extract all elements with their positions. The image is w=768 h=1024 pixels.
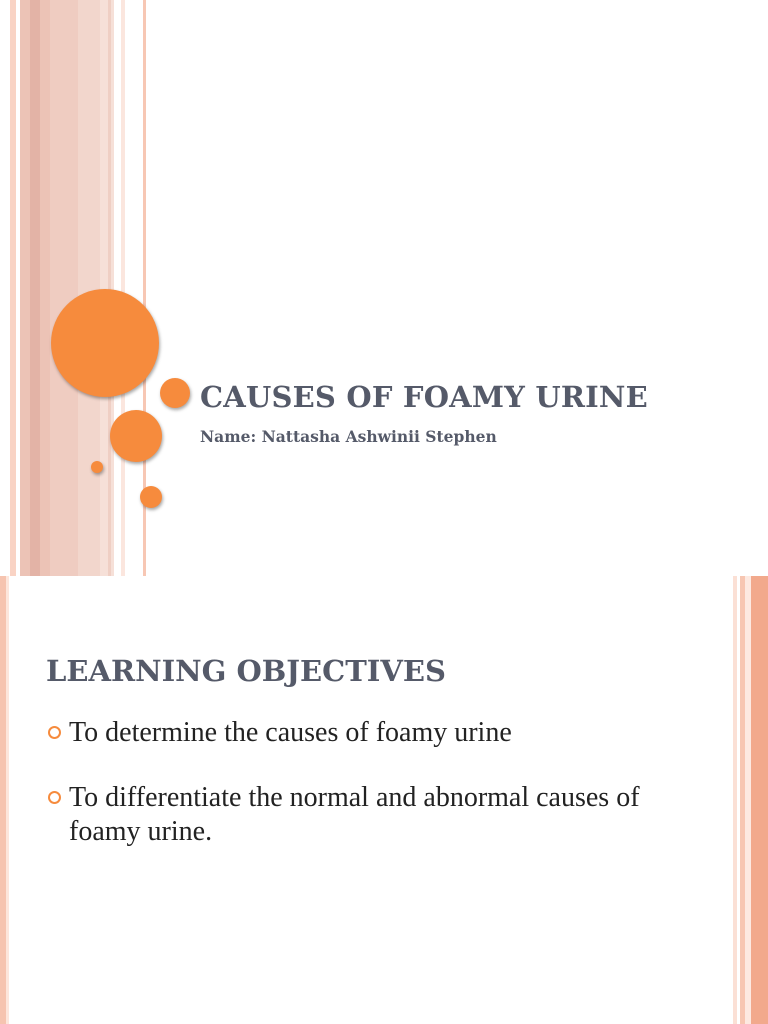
- decorative-circle-medium: [110, 410, 162, 462]
- slide-subtitle: Name: Nattasha Ashwinii Stephen: [200, 427, 497, 446]
- bullet-text: To differentiate the normal and abnormal causes of foamy urine.: [69, 782, 640, 847]
- list-item: [46, 781, 686, 849]
- slide-title: LEARNING OBJECTIVES: [46, 654, 446, 688]
- hollow-circle-bullet-icon: [48, 791, 61, 804]
- objectives-list: [46, 716, 686, 880]
- bullet-text: To determine the causes of foamy urine: [69, 717, 512, 748]
- decorative-circle-small-1: [160, 378, 190, 408]
- decorative-circle-small-2: [140, 486, 162, 508]
- slide-title: CAUSES OF FOAMY URINE: [200, 380, 648, 414]
- decorative-circle-large: [51, 289, 159, 397]
- hollow-circle-bullet-icon: [48, 726, 61, 739]
- list-item: [46, 716, 686, 750]
- decorative-circle-tiny: [91, 461, 103, 473]
- slide-2-learning-objectives: [0, 576, 768, 1024]
